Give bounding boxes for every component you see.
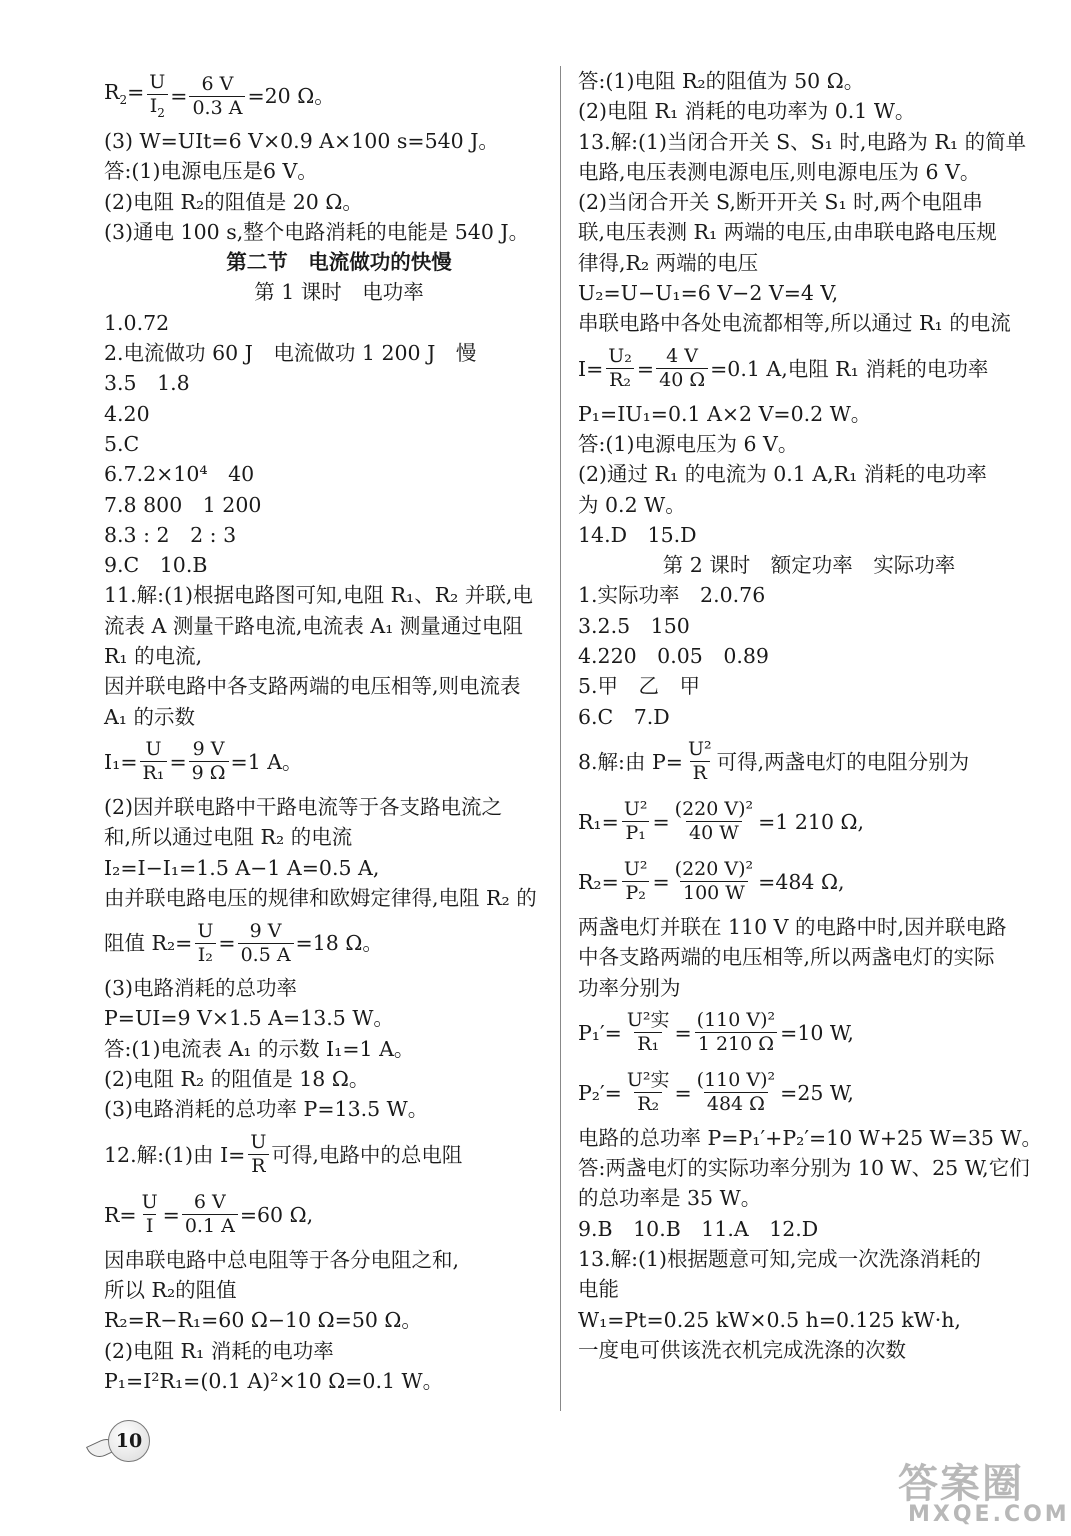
formula-i1: I₁= $\frac{U}{\text{R₁}}$ = $\frac{9 V}{9 \Omega}$ =1 A。: [104, 738, 303, 785]
formula-r1: R₁= $\frac{\text{U²}}{\text{P₁}}$ = $\frac{\text{(220 V)²}}{40 W}$ =1 210 Ω,: [578, 798, 865, 845]
text-line: 两盏电灯并联在 110 V 的电路中时,因并联电路: [578, 914, 1007, 939]
answer-item: 8.3 : 2 2 : 3: [104, 522, 237, 547]
page-number: 10: [108, 1420, 150, 1462]
right-column: [578, 66, 1043, 1365]
text-line: 电路,电压表测电源电压,则电源电压为 6 V。: [578, 159, 981, 184]
lesson-title: 第 2 课时 额定功率 实际功率: [662, 553, 956, 578]
text-line: 11.解:(1)根据电路图可知,电阻 R₁、R₂ 并联,电: [104, 583, 533, 608]
answer-item: 4.20: [104, 401, 150, 426]
text-line: 电路的总功率 P=P₁′+P₂′=10 W+25 W=35 W。: [578, 1125, 1043, 1150]
text-line: (2)通过 R₁ 的电流为 0.1 A,R₁ 消耗的电功率: [578, 462, 987, 487]
answer-item: 1.0.72: [104, 310, 170, 335]
text-line: 律得,R₂ 两端的电压: [578, 250, 759, 275]
answer-item: 3.2.5 150: [578, 613, 690, 638]
text-line: U₂=U−U₁=6 V−2 V=4 V,: [578, 281, 839, 306]
answer-item: 2.电流做功 60 J 电流做功 1 200 J 慢: [104, 341, 477, 366]
text-line: (3)电路消耗的总功率: [104, 976, 298, 1001]
text-line: P₁=I²R₁=(0.1 A)²×10 Ω=0.1 W。: [104, 1368, 444, 1393]
text-line: (3)电路消耗的总功率 P=13.5 W。: [104, 1097, 429, 1122]
text-line: (2)电阻 R₂的阻值是 20 Ω。: [104, 189, 363, 214]
text-line: 答:(1)电源电压为 6 V。: [578, 431, 799, 456]
text-line: (3) W=UIt=6 V×0.9 A×100 s=540 J。: [104, 129, 499, 153]
formula-p2: P₂′= $\frac{\text{U²实}}{\text{R₂}}$ = $\frac{\text{(110 V)²}}{484 \Omega}$ =25 W,: [578, 1069, 854, 1116]
answer-item: 9.B 10.B 11.A 12.D: [578, 1216, 819, 1241]
watermark-logo: [894, 1452, 1070, 1530]
text-line: W₁=Pt=0.25 kW×0.5 h=0.125 kW·h,: [578, 1307, 961, 1332]
text-line: I₂=I−I₁=1.5 A−1 A=0.5 A,: [104, 855, 380, 880]
text-line: 为 0.2 W。: [578, 492, 686, 517]
text-line: 因串联电路中总电阻等于各分电阻之和,: [104, 1247, 460, 1272]
page-number-badge: [86, 1418, 158, 1466]
formula-ohm: 12.解:(1)由 I= $\frac{U}{R}$ 可得,电路中的总电阻: [104, 1131, 463, 1178]
formula-r2-value: 阻值 R₂= $\frac{U}{\text{I₂}}$ = $\frac{9 V}{0.5 A}$ =18 Ω。: [104, 919, 383, 966]
text-line: 功率分别为: [578, 975, 681, 1000]
answer-item: 4.220 0.05 0.89: [578, 644, 769, 669]
formula-power: 8.解:由 P= $\frac{\text{U²}}{R}$ 可得,两盏电灯的电阻分别为: [578, 738, 970, 785]
text-line: (2)当闭合开关 S,断开开关 S₁ 时,两个电阻串: [578, 190, 983, 215]
text-line: R₁ 的电流,: [104, 644, 203, 669]
answer-item: 14.D 15.D: [578, 522, 697, 547]
text-line: 13.解:(1)当闭合开关 S、S₁ 时,电路为 R₁ 的简单: [578, 129, 1027, 154]
text-line: (3)通电 100 s,整个电路消耗的电能是 540 J。: [104, 219, 530, 244]
text-line: R₂=R−R₁=60 Ω−10 Ω=50 Ω。: [104, 1308, 422, 1333]
text-line: A₁ 的示数: [104, 704, 196, 729]
left-column: [104, 66, 574, 1396]
answer-item: 6.C 7.D: [578, 704, 670, 729]
watermark-url: MXQE.COM: [908, 1502, 1070, 1527]
answer-item: 9.C 10.B: [104, 553, 208, 578]
text-line: 电能: [578, 1277, 619, 1302]
section-title: 第二节 电流做功的快慢: [226, 250, 452, 275]
text-line: 所以 R₂的阻值: [104, 1277, 237, 1302]
text-line: 答:(1)电源电压是6 V。: [104, 159, 318, 184]
text-line: (2)电阻 R₁ 消耗的电功率: [104, 1338, 334, 1363]
text-line: 联,电压表测 R₁ 两端的电压,由串联电路电压规: [578, 220, 997, 245]
answer-item: 6.7.2×10⁴ 40: [104, 462, 255, 487]
text-line: 的总功率是 35 W。: [578, 1186, 762, 1211]
text-line: 答:两盏电灯的实际功率分别为 10 W、25 W,它们: [578, 1156, 1030, 1181]
answer-item: 5.甲 乙 甲: [578, 674, 701, 699]
text-line: 因并联电路中各支路两端的电压相等,则电流表: [104, 674, 521, 699]
text-line: 流表 A 测量干路电流,电流表 A₁ 测量通过电阻: [104, 613, 523, 638]
formula-total-r: R= $\frac{U}{I}$ = $\frac{6 V}{0.1 A}$ =60 Ω,: [104, 1191, 314, 1238]
lesson-title: 第 1 课时 电功率: [254, 280, 424, 305]
watermark-text: 答案圈: [898, 1461, 1024, 1507]
answer-item: 5.C: [104, 431, 140, 456]
text-line: (2)因并联电路中干路电流等于各支路电流之: [104, 794, 503, 819]
answer-item: 1.实际功率 2.0.76: [578, 583, 766, 608]
formula-current: I= $\frac{\text{U₂}}{\text{R₂}}$ = $\frac{4 V}{40 \Omega}$ =0.1 A,电阻 R₁ 消耗的电功率: [578, 345, 989, 392]
text-line: 由并联电路电压的规律和欧姆定律得,电阻 R₂ 的: [104, 885, 537, 910]
text-line: 13.解:(1)根据题意可知,完成一次洗涤消耗的: [578, 1247, 982, 1272]
text-line: (2)电阻 R₁ 消耗的电功率为 0.1 W。: [578, 99, 916, 124]
answer-item: 7.8 800 1 200: [104, 492, 262, 517]
formula-r2: $R_2=$ $\frac{U}{I_2}$ = $\frac{6 V}{0.3 A}$ =20 Ω。: [104, 71, 335, 120]
text-line: 答:(1)电阻 R₂的阻值为 50 Ω。: [578, 69, 865, 93]
text-line: 串联电路中各处电流都相等,所以通过 R₁ 的电流: [578, 311, 1011, 336]
formula-p1: P₁′= $\frac{\text{U²实}}{\text{R₁}}$ = $\frac{\text{(110 V)²}}{1 210 \Omega}$ =10 W,: [578, 1009, 854, 1056]
formula-r2-lamp: R₂= $\frac{\text{U²}}{\text{P₂}}$ = $\frac{\text{(220 V)²}}{100 W}$ =484 Ω,: [578, 858, 845, 905]
answer-item: 3.5 1.8: [104, 371, 190, 396]
text-line: 一度电可供该洗衣机完成洗涤的次数: [578, 1337, 906, 1362]
text-line: 答:(1)电流表 A₁ 的示数 I₁=1 A。: [104, 1036, 415, 1061]
text-line: (2)电阻 R₂ 的阻值是 18 Ω。: [104, 1067, 370, 1092]
text-line: P=UI=9 V×1.5 A=13.5 W。: [104, 1006, 394, 1031]
text-line: P₁=IU₁=0.1 A×2 V=0.2 W。: [578, 401, 872, 426]
text-line: 中各支路两端的电压相等,所以两盏电灯的实际: [578, 945, 995, 970]
text-line: 和,所以通过电阻 R₂ 的电流: [104, 825, 353, 850]
